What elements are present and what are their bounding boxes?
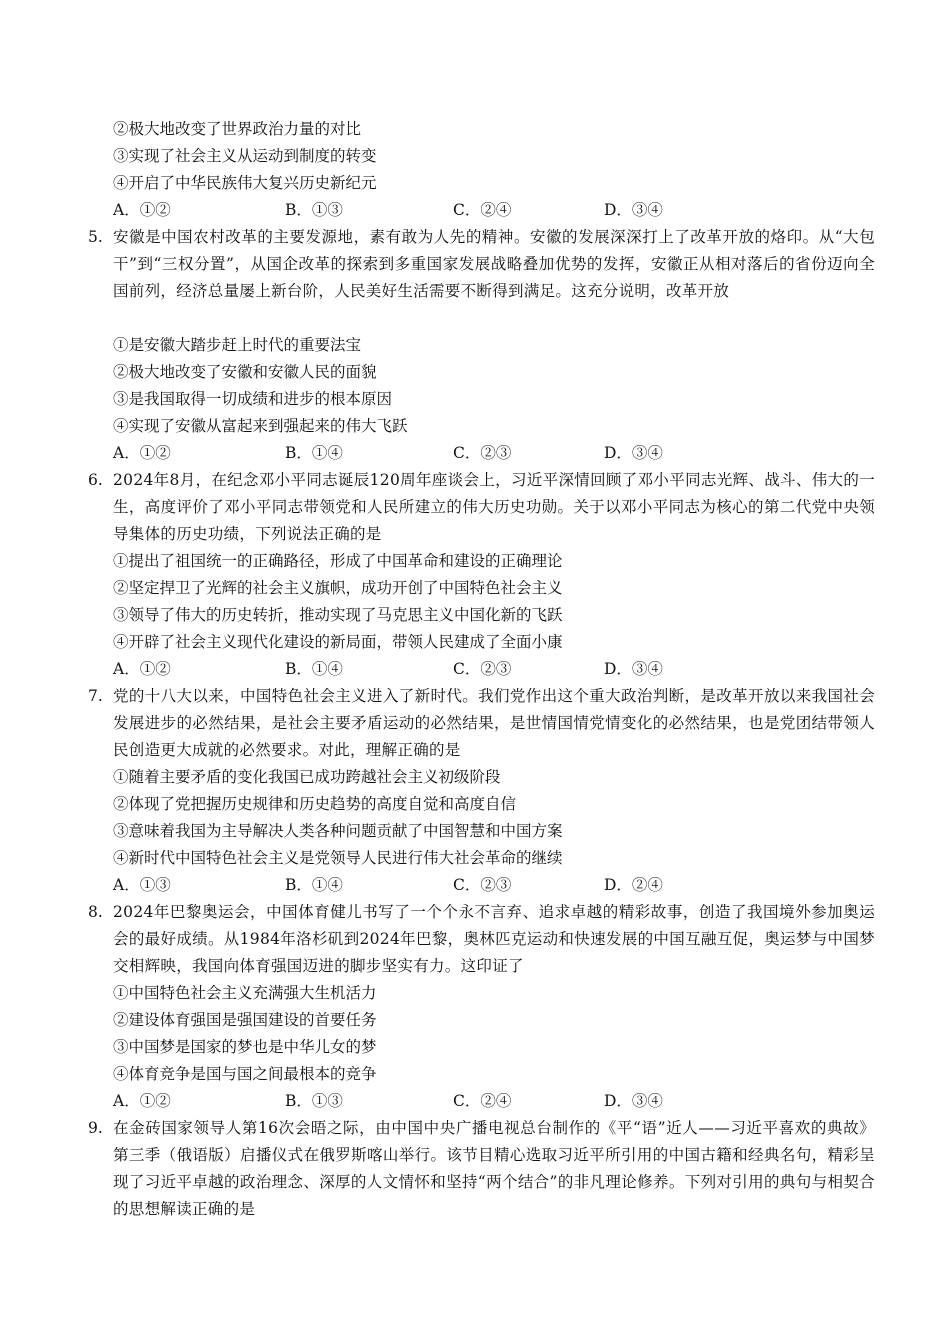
q6-statement-4: ④开辟了社会主义现代化建设的新局面，带领人民建成了全面小康 — [113, 633, 563, 651]
q5-choice-a: A．①② — [113, 444, 171, 462]
q6-choice-d: D．③④ — [604, 660, 663, 678]
q5-number: 5. — [88, 228, 103, 246]
q4-statement-2: ②极大地改变了世界政治力量的对比 — [113, 120, 362, 138]
q8-statement-4: ④体育竞争是国与国之间最根本的竞争 — [113, 1065, 377, 1083]
q7-statement-4: ④新时代中国特色社会主义是党领导人民进行伟大社会革命的继续 — [113, 849, 563, 867]
q8-statement-1: ①中国特色社会主义充满强大生机活力 — [113, 984, 377, 1002]
q5-statement-4: ④实现了安徽从富起来到强起来的伟大飞跃 — [113, 417, 408, 435]
q7-choice-c: C．②③ — [453, 876, 512, 894]
q8-number: 8. — [88, 903, 103, 921]
q6-choice-a: A．①② — [113, 660, 171, 678]
q6-choice-c: C．②③ — [453, 660, 512, 678]
q8-choice-c: C．②④ — [453, 1092, 512, 1110]
q5-choice-d: D．③④ — [604, 444, 663, 462]
q9-number: 9. — [88, 1119, 103, 1137]
q7-statement-3: ③意味着我国为主导解决人类各种问题贡献了中国智慧和中国方案 — [113, 822, 563, 840]
q8-choice-a: A．①② — [113, 1092, 171, 1110]
q6-choice-b: B．①④ — [285, 660, 343, 678]
q6-number: 6. — [88, 471, 103, 489]
q8-stem: 2024年巴黎奥运会，中国体育健儿书写了一个个永不言弃、追求卓越的精彩故事，创造了我国境外参加奥运会的最好成绩。从1984年洛杉矶到2024年巴黎，奥林匹克运动和快速发展的中国互融互促，奥运梦与中国梦交相辉映，我国向体育强国迈进的脚步坚实有力。这印证了 — [113, 903, 875, 975]
q7-number: 7. — [88, 687, 103, 705]
q7-choice-b: B．①④ — [285, 876, 343, 894]
q8-choice-d: D．③④ — [604, 1092, 663, 1110]
q7-statement-1: ①随着主要矛盾的变化我国已成功跨越社会主义初级阶段 — [113, 768, 501, 786]
q6-statement-1: ①提出了祖国统一的正确路径，形成了中国革命和建设的正确理论 — [113, 552, 563, 570]
q4-choice-c: C．②④ — [453, 201, 512, 219]
q6-statement-2: ②坚定捍卫了光辉的社会主义旗帜，成功开创了中国特色社会主义 — [113, 579, 563, 597]
q9-stem: 在金砖国家领导人第16次会晤之际，由中国中央广播电视总台制作的《平“语”近人——习近平喜欢的典故》第三季（俄语版）启播仪式在俄罗斯喀山举行。该节目精心选取习近平所引用的中国古籍和经典名句，精彩呈现了习近平卓越的政治理念、深厚的人文情怀和坚持“两个结合”的非凡理论修养。下列对引用的典句与相契合的思想解读正确的是 — [113, 1119, 875, 1218]
q4-statement-4: ④开启了中华民族伟大复兴历史新纪元 — [113, 174, 377, 192]
q8-choice-b: B．①③ — [285, 1092, 343, 1110]
q5-statement-2: ②极大地改变了安徽和安徽人民的面貌 — [113, 363, 377, 381]
q7-stem: 党的十八大以来，中国特色社会主义进入了新时代。我们党作出这个重大政治判断，是改革开放以来我国社会发展进步的必然结果，是社会主要矛盾运动的必然结果，是世情国情党情变化的必然结果，也是党团结带领人民创造更大成就的必然要求。对此，理解正确的是 — [113, 687, 875, 759]
q4-choice-d: D．③④ — [604, 201, 663, 219]
q7-statement-2: ②体现了党把握历史规律和历史趋势的高度自觉和高度自信 — [113, 795, 517, 813]
q6-statement-3: ③领导了伟大的历史转折，推动实现了马克思主义中国化新的飞跃 — [113, 606, 563, 624]
q5-statement-1: ①是安徽大踏步赶上时代的重要法宝 — [113, 336, 362, 354]
q8-statement-2: ②建设体育强国是强国建设的首要任务 — [113, 1011, 377, 1029]
q4-statement-3: ③实现了社会主义从运动到制度的转变 — [113, 147, 377, 165]
q5-choice-b: B．①④ — [285, 444, 343, 462]
q5-stem: 安徽是中国农村改革的主要发源地，素有敢为人先的精神。安徽的发展深深打上了改革开放的烙印。从“大包干”到“三权分置”，从国企改革的探索到多重国家发展战略叠加优势的发挥，安徽正从相对落后的省份迈向全国前列，经济总量屡上新台阶，人民美好生活需要不断得到满足。这充分说明，改革开放 — [113, 228, 875, 300]
q7-choice-d: D．②④ — [604, 876, 663, 894]
q4-choice-b: B．①③ — [285, 201, 343, 219]
q5-statement-3: ③是我国取得一切成绩和进步的根本原因 — [113, 390, 393, 408]
q5-choice-c: C．②③ — [453, 444, 512, 462]
q7-choice-a: A．①③ — [113, 876, 171, 894]
q4-choice-a: A．①② — [113, 201, 171, 219]
q6-stem: 2024年8月，在纪念邓小平同志诞辰120周年座谈会上，习近平深情回顾了邓小平同志光辉、战斗、伟大的一生，高度评价了邓小平同志带领党和人民所建立的伟大历史功勋。关于以邓小平同志为核心的第二代党中央领导集体的历史功绩，下列说法正确的是 — [113, 471, 875, 543]
q8-statement-3: ③中国梦是国家的梦也是中华儿女的梦 — [113, 1038, 377, 1056]
